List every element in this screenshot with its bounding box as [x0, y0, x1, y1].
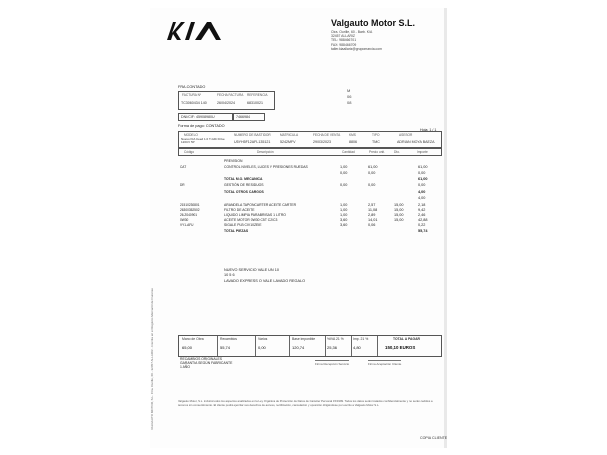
total-to-pay: 150,10 EUROS: [385, 345, 416, 350]
line-amount: 0,00: [418, 183, 426, 187]
vehicle-type: TMC: [372, 140, 380, 144]
invoice-date: 26/04/2024: [217, 101, 235, 105]
line-desc: ARANDELA TAPONCARTER ACEITE CARTER: [224, 203, 297, 207]
line-amount: 42,88: [418, 218, 428, 222]
company-name: Valgauto Motor S.L.: [331, 18, 416, 28]
company-address: Ctra. Ourille, 60 - Barb. K/A 32457 ALLARIZ TEL: 988466701 FAX: 988466709 taller.kiaallariz@grupomarcia.com: [331, 30, 382, 51]
line-qty: 1,00: [340, 165, 348, 169]
line-qty: 1,00: [340, 208, 348, 212]
note-line-1: NUEVO SERVICIO VALE UN 10: [224, 268, 279, 272]
line-desc: SIGALE PLB CIV10ZEIE: [224, 223, 262, 227]
signature-client: Firma Aceptación Cliente: [368, 362, 402, 366]
payment-method: Forma de pago: CONTADO: [178, 124, 225, 128]
total-labor: 65,00: [182, 345, 193, 350]
line-price: 0,00: [368, 183, 376, 187]
invoice-type: FRA.CONTADO: [178, 85, 206, 89]
line-amount: 4,00: [418, 196, 426, 200]
total-parts: 55,74: [220, 345, 231, 350]
line-code: 21510230801: [180, 203, 200, 207]
line-desc: TOTAL M.O. MECANICA: [224, 177, 263, 181]
line-qty: 1,00: [340, 203, 348, 207]
line-code: CAT: [180, 165, 187, 169]
note-line-2: 10 5 6: [224, 273, 235, 277]
signature-workshop: Firma Recepción Servicio: [315, 362, 350, 366]
line-amount: 61,00: [418, 165, 428, 169]
line-amount: 2,18: [418, 203, 426, 207]
invoice-header-box: FACTURA Nº FECHA FACTURA REFERENCIA TC3060434 140 26/04/2024 68310021: [178, 91, 275, 110]
line-amount: 55,74: [418, 229, 428, 233]
line-desc: TOTAL OTROS CARGOS: [224, 190, 264, 194]
line-qty: 3,60: [340, 223, 348, 227]
note-line-3: LAVADO EXPRESS O VALE LAVADO REGALO: [224, 279, 306, 283]
line-dto: 15,00: [394, 203, 404, 207]
line-desc: TOTAL PIEZAS: [224, 229, 249, 233]
total-misc: 0,00: [258, 345, 266, 350]
line-code: 26.Z040901: [180, 213, 198, 217]
vehicle-sale-date: 29/03/2023: [313, 140, 331, 144]
tax-other: 4,80: [353, 345, 361, 350]
line-dto: 15,00: [394, 213, 404, 217]
line-qty: 1,00: [340, 213, 348, 217]
line-desc: CONTROL NIVELES, LUCES Y PRESIONES RUEDAS: [224, 165, 308, 169]
invoice-reference: 68310021: [247, 101, 263, 105]
invoice-number: TC3060434 140: [181, 101, 207, 105]
conformity-note: RECAMBIOS ORIGINALES GARANTIA SEGÚN FABRICANTE 1 AÑO: [180, 357, 233, 369]
line-code: VY1-AFU: [180, 223, 194, 227]
kia-logo: [165, 20, 227, 42]
line-qty: 0,00: [340, 183, 348, 187]
vehicle-model: Nuevo KIA Ceed 1.0 T-GDi Drive 120CV 5P: [181, 137, 225, 145]
line-price: 2,57: [368, 203, 376, 207]
line-desc: PREVISION: [224, 159, 243, 163]
page-number: Hoja: 1 / 1: [420, 128, 437, 132]
scan-marks: M 06 08: [347, 88, 352, 105]
line-code: 26300352502: [180, 208, 200, 212]
line-desc: GESTIÓN DE RESIDUOS: [224, 183, 264, 187]
invoice-sheet: [150, 8, 444, 448]
line-amount: 0,00: [418, 171, 426, 175]
vat-amount: 25,36: [327, 345, 338, 350]
vehicle-kms: 8806: [349, 140, 357, 144]
line-amount: 0,22: [418, 223, 426, 227]
taxable-base: 120,74: [292, 345, 305, 350]
legal-footer: Valgauto Motor, S.L. incluirá todos los aspectos analizados en la Ley Orgánica de Protección de Datos de Carácter Personal 15/1999. Todos los datos serán tratados confidencialmente y no serán cedidos a terceros sin consentimiento. El cliente podrá ejercitar sus derechos de acceso, rectificación, cancelación y oposición dirigiéndose por escrito a Valgauto Motor S.L.: [178, 399, 433, 407]
line-code: DR: [180, 183, 185, 187]
vehicle-advisor: ADRIAN MOYA BAEZA: [397, 140, 435, 144]
line-dto: 15,00: [394, 218, 404, 222]
line-price: 0,06: [368, 223, 376, 227]
line-desc: ACEITE MOTOR 0W30 C5T C2/C3: [224, 218, 278, 222]
line-amount: 9,42: [418, 208, 426, 212]
line-price: 14,01: [368, 218, 378, 222]
totals-box: Mano de Obra Recambios Varios Base imponible %IVA 21 % Imp. 21 % TOTAL A PAGAR 65,00 55,74 0,00 120,74 25,36 4,80 150,10 EUROS: [178, 335, 442, 357]
line-amount: 2,46: [418, 213, 426, 217]
vehicle-box: MODELO NUMERO DE BASTIDOR MATRICULA FECHA DE VENTA KMS TIPO ASESOR Nuevo KIA Ceed 1.0 T-GDi Drive 120CV 5P U5YH5F12AFL135121 5242MFV 29/03/2023 8806 TMC ADRIAN MOYA BAEZA: [178, 131, 442, 148]
line-qty: 0,00: [340, 171, 348, 175]
line-price: 11,08: [368, 208, 378, 212]
side-registry-text: VALGAUTO MOTOR, S.L. Ctra. Ourille, 60 - 32457 ALLARIZ - Inscrita en el Registro Mercantil de Ourense: [150, 288, 154, 430]
line-price: 2,89: [368, 213, 376, 217]
vehicle-plate: 5242MFV: [280, 140, 296, 144]
line-code: 0W30: [180, 218, 189, 222]
line-price: 61,00: [368, 165, 378, 169]
line-qty: 3,60: [340, 218, 348, 222]
client-id-box: DNI/CIF: 45908980U: [178, 113, 233, 121]
line-amount: 4,00: [418, 190, 426, 194]
client-value-box: 7466984: [233, 113, 265, 121]
line-desc: FILTRO DE ACEITE: [224, 208, 255, 212]
line-dto: 15,00: [394, 208, 404, 212]
line-desc: LIQUIDO LIMPIA PARABRISAS 1 LITRO: [224, 213, 286, 217]
lines-table-header: Código Descripción Cantidad Precio unit. Dto. Importe: [178, 148, 442, 156]
line-price: 0,00: [368, 171, 376, 175]
vehicle-vin: U5YH5F12AFL135121: [234, 140, 271, 144]
copy-label: COPIA CLIENTE: [420, 436, 448, 440]
line-amount: 61,00: [418, 177, 428, 181]
